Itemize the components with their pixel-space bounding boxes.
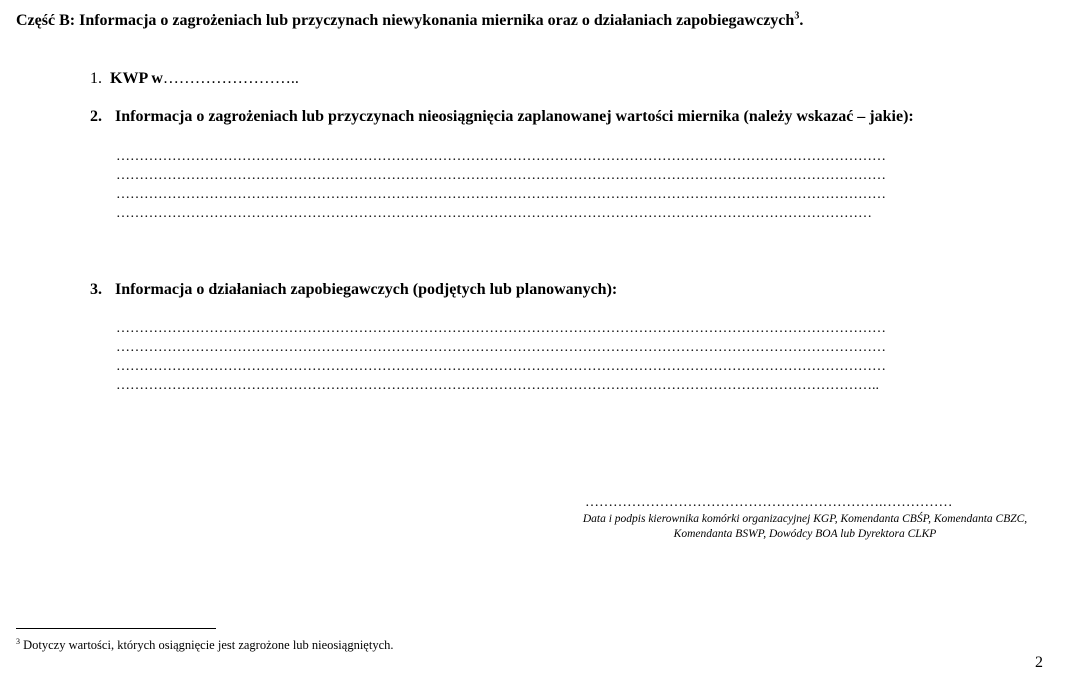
- footnote-divider: [16, 628, 216, 629]
- item-3-number: 3.: [90, 281, 102, 298]
- signature-caption: Data i podpis kierownika komórki organizacyjnej KGP, Komendanta CBŚP, Komendanta CBZC, Komendanta BSWP, Dowódcy BOA lub Dyrektora CLKP: [582, 513, 1028, 540]
- item-2-dot-line: …………………………………………………………………………………………………………………………………………………: [116, 168, 886, 183]
- item-2-dot-line: ………………………………………………………………………………………………………………………………………………: [116, 206, 872, 221]
- signature-dot-line: ……………………………………………………….……………: [585, 495, 953, 510]
- item-1: [90, 70, 299, 88]
- item-3-dot-line: ………………………………………………………………………………………………………………………………………………..: [116, 378, 879, 393]
- item-2-number: 2.: [90, 108, 102, 125]
- footnote-marker: 3: [16, 636, 20, 646]
- item-2-dot-line: …………………………………………………………………………………………………………………………………………………: [116, 149, 886, 164]
- footnote-reference: 3: [794, 10, 800, 22]
- section-heading: [16, 12, 803, 30]
- item-3-dot-line: …………………………………………………………………………………………………………………………………………………: [116, 340, 886, 355]
- footnote: [16, 638, 394, 653]
- item-1-number: 1.: [90, 70, 102, 87]
- item-2-label: Informacja o zagrożeniach lub przyczynach nieosiągnięcia zaplanowanej wartości miernika (należy wskazać – jakie):: [115, 108, 914, 125]
- item-1-fill-dots: ……………………..: [162, 70, 299, 87]
- section-title-end: .: [799, 12, 804, 29]
- item-3-label: Informacja o działaniach zapobiegawczych (podjętych lub planowanych):: [115, 281, 618, 298]
- item-3-dot-line: …………………………………………………………………………………………………………………………………………………: [116, 321, 886, 336]
- footnote-text: Dotyczy wartości, których osiągnięcie jest zagrożone lub nieosiągniętych.: [20, 638, 394, 652]
- page-number: 2: [1035, 654, 1043, 671]
- item-1-label: KWP w: [110, 70, 163, 87]
- section-title: Część B: Informacja o zagrożeniach lub przyczynach niewykonania miernika oraz o działaniach zapobiegawczych: [16, 12, 795, 29]
- item-2-dot-line: …………………………………………………………………………………………………………………………………………………: [116, 187, 886, 202]
- item-3-heading: [90, 281, 617, 299]
- item-3-dot-line: …………………………………………………………………………………………………………………………………………………: [116, 359, 886, 374]
- item-2-heading: [90, 108, 914, 126]
